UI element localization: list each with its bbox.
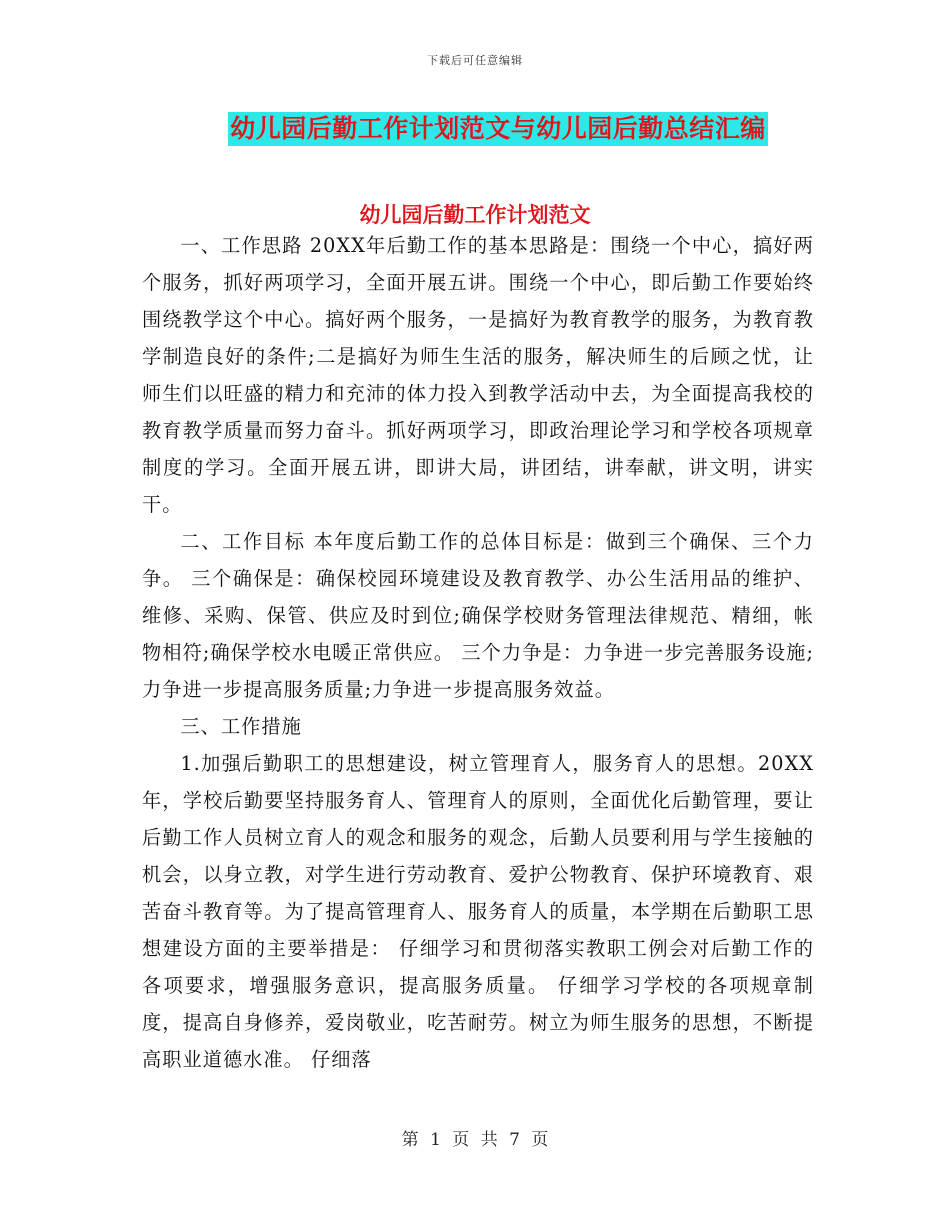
paragraph-work-measures-heading: 三、工作措施	[180, 715, 302, 738]
paragraph-work-approach: 一、工作思路 20XX年后勤工作的基本思路是：围绕一个中心，搞好两个服务，抓好两项学习，全面开展五讲。围绕一个中心，即后勤工作要始终围绕教学这个中心。搞好两个服务，一是搞好为教育教学的服务，为教育教学制造良好的条件;二是搞好为师生生活的服务，解决师生的后顾之忧，让师生们以旺盛的精力和充沛的体力投入到教学活动中去，为全面提高我校的教育教学质量而努力奋斗。抓好两项学习，即政治理论学习和学校各项规章制度的学习。全面开展五讲，即讲大局，讲团结，讲奉献，讲文明，讲实干。	[142, 234, 814, 516]
paragraph-work-goals: 二、工作目标 本年度后勤工作的总体目标是：做到三个确保、三个力争。 三个确保是：确保校园环境建设及教育教学、办公生活用品的维护、维修、采购、保管、供应及时到位;确保学校财务管理法律规范、精细，帐物相符;确保学校水电暖正常供应。 三个力争是：力争进一步完善服务设施;力争进一步提高服务质量;力争进一步提高服务效益。	[142, 530, 814, 701]
paragraph-measure-1: 1.加强后勤职工的思想建设，树立管理育人，服务育人的思想。20XX年，学校后勤要坚持服务育人、管理育人的原则，全面优化后勤管理，要让后勤工作人员树立育人的观念和服务的观念，后勤人员要利用与学生接触的机会，以身立教，对学生进行劳动教育、爱护公物教育、保护环境教育、艰苦奋斗教育等。为了提高管理育人、服务育人的质量，本学期在后勤职工思想建设方面的主要举措是： 仔细学习和贯彻落实教职工例会对后勤工作的各项要求，增强服务意识，提高服务质量。 仔细学习学校的各项规章制度，提高自身修养，爱岗敬业，吃苦耐劳。树立为师生服务的思想，不断提高职业道德水准。 仔细落	[142, 752, 814, 1071]
document-body	[142, 227, 814, 1078]
document-title: 幼儿园后勤工作计划范文与幼儿园后勤总结汇编	[228, 112, 768, 146]
header-note: 下载后可任意编辑	[427, 54, 523, 67]
page-number: 第 1 页 共 7 页	[401, 1130, 549, 1150]
section-subtitle: 幼儿园后勤工作计划范文	[359, 202, 591, 227]
document-title-container	[0, 112, 950, 146]
